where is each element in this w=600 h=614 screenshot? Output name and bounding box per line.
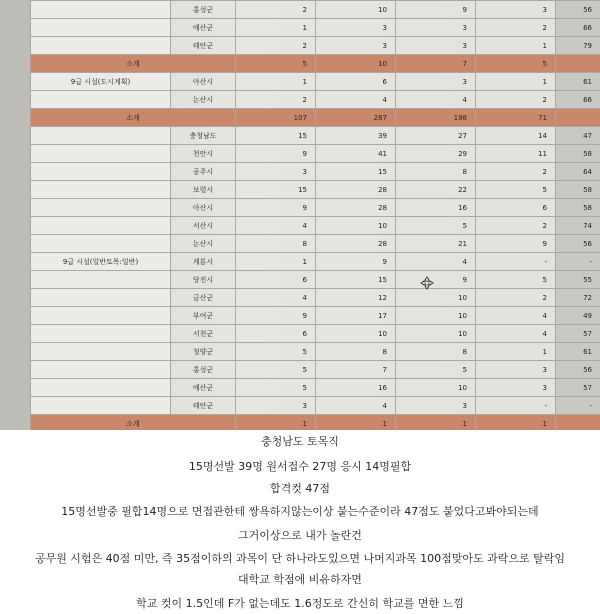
category-cell xyxy=(31,19,171,37)
cutoff-cell: - xyxy=(556,397,600,415)
positions-cell: 4 xyxy=(236,217,316,235)
examinees-cell: 9 xyxy=(396,1,476,19)
category-cell xyxy=(31,379,171,397)
post-caption xyxy=(0,430,600,614)
table-row xyxy=(31,199,600,217)
caption-line: 15명선발 39명 원서접수 27명 응시 14명필합 xyxy=(188,460,412,473)
table-row xyxy=(31,343,600,361)
table-row xyxy=(31,163,600,181)
passers-cell: 4 xyxy=(476,325,556,343)
cutoff-cell: 57 xyxy=(556,379,600,397)
positions-cell: 1 xyxy=(236,415,316,431)
applicants-cell: 28 xyxy=(316,235,396,253)
table-row xyxy=(31,235,600,253)
region-cell: 당진시 xyxy=(171,271,236,289)
passers-cell: - xyxy=(476,397,556,415)
positions-cell: 9 xyxy=(236,307,316,325)
applicants-cell: 3 xyxy=(316,37,396,55)
cutoff-cell xyxy=(556,55,600,73)
category-cell xyxy=(31,1,171,19)
positions-cell: 3 xyxy=(236,163,316,181)
applicants-cell: 15 xyxy=(316,271,396,289)
passers-cell: 1 xyxy=(476,343,556,361)
caption-line: 그거이상으로 내가 놀란건 xyxy=(238,529,362,542)
applicants-cell: 10 xyxy=(316,325,396,343)
passers-cell: 1 xyxy=(476,37,556,55)
passers-cell: 3 xyxy=(476,1,556,19)
category-cell xyxy=(31,217,171,235)
region-cell: 공주시 xyxy=(171,163,236,181)
passers-cell: 71 xyxy=(476,109,556,127)
positions-cell: 9 xyxy=(236,145,316,163)
region-cell: 천안시 xyxy=(171,145,236,163)
examinees-cell: 10 xyxy=(396,379,476,397)
region-cell: 예산군 xyxy=(171,379,236,397)
applicants-cell: 41 xyxy=(316,145,396,163)
passers-cell: 5 xyxy=(476,181,556,199)
positions-cell: 3 xyxy=(236,397,316,415)
passers-cell: 2 xyxy=(476,91,556,109)
table-row xyxy=(31,127,600,145)
cutoff-cell: 74 xyxy=(556,217,600,235)
positions-cell: 1 xyxy=(236,73,316,91)
positions-cell: 15 xyxy=(236,181,316,199)
cutoff-cell: 57 xyxy=(556,325,600,343)
caption-line: 대학교 학점에 비유하자면 xyxy=(238,573,362,586)
cutoff-cell: 56 xyxy=(556,1,600,19)
category-cell xyxy=(31,325,171,343)
applicants-cell: 10 xyxy=(316,55,396,73)
cutoff-cell: 58 xyxy=(556,199,600,217)
examinees-cell: 8 xyxy=(396,343,476,361)
region-cell: 서산시 xyxy=(171,217,236,235)
subtotal-row xyxy=(31,415,600,431)
region-cell: 아산시 xyxy=(171,199,236,217)
region-cell: 홍성군 xyxy=(171,1,236,19)
applicants-cell: 3 xyxy=(316,19,396,37)
applicants-cell: 9 xyxy=(316,253,396,271)
examinees-cell: 1 xyxy=(396,415,476,431)
table-row xyxy=(31,253,600,271)
applicants-cell: 287 xyxy=(316,109,396,127)
examinees-cell: 3 xyxy=(396,19,476,37)
cutoff-cell: 55 xyxy=(556,271,600,289)
table-row xyxy=(31,397,600,415)
table-row xyxy=(31,217,600,235)
category-cell xyxy=(31,289,171,307)
category-cell xyxy=(31,343,171,361)
positions-cell: 4 xyxy=(236,289,316,307)
examinees-cell: 3 xyxy=(396,73,476,91)
examinees-cell: 16 xyxy=(396,199,476,217)
examinees-cell: 4 xyxy=(396,253,476,271)
positions-cell: 5 xyxy=(236,55,316,73)
category-cell xyxy=(31,361,171,379)
examinees-cell: 3 xyxy=(396,37,476,55)
examinees-cell: 3 xyxy=(396,397,476,415)
table-row xyxy=(31,361,600,379)
positions-cell: 5 xyxy=(236,379,316,397)
applicants-cell: 28 xyxy=(316,199,396,217)
examinees-cell: 27 xyxy=(396,127,476,145)
region-cell: 부여군 xyxy=(171,307,236,325)
subtotal-row xyxy=(31,109,600,127)
applicants-cell: 7 xyxy=(316,361,396,379)
examinees-cell: 29 xyxy=(396,145,476,163)
positions-cell: 2 xyxy=(236,37,316,55)
applicants-cell: 8 xyxy=(316,343,396,361)
examinees-cell: 5 xyxy=(396,361,476,379)
examinees-cell: 4 xyxy=(396,91,476,109)
table-row xyxy=(31,73,600,91)
cutoff-cell xyxy=(556,415,600,431)
passers-cell: 3 xyxy=(476,379,556,397)
category-cell xyxy=(31,307,171,325)
category-cell xyxy=(31,163,171,181)
table-row xyxy=(31,91,600,109)
applicants-cell: 10 xyxy=(316,1,396,19)
cutoff-cell: 79 xyxy=(556,37,600,55)
category-cell xyxy=(31,235,171,253)
applicants-cell: 15 xyxy=(316,163,396,181)
cutoff-cell: 58 xyxy=(556,181,600,199)
cutoff-cell: 56 xyxy=(556,235,600,253)
applicants-cell: 17 xyxy=(316,307,396,325)
subtotal-label: 소계 xyxy=(31,415,236,431)
cutoff-cell: - xyxy=(556,253,600,271)
category-cell: 9급 시설(도시계획) xyxy=(31,73,171,91)
table-row xyxy=(31,271,600,289)
passers-cell: 5 xyxy=(476,55,556,73)
cutoff-cell: 61 xyxy=(556,73,600,91)
region-cell: 예산군 xyxy=(171,19,236,37)
cutoff-cell: 58 xyxy=(556,145,600,163)
category-cell xyxy=(31,397,171,415)
region-cell: 태안군 xyxy=(171,37,236,55)
applicants-cell: 6 xyxy=(316,73,396,91)
category-cell xyxy=(31,37,171,55)
table-row xyxy=(31,37,600,55)
caption-line: 합격컷 47점 xyxy=(270,482,330,495)
examinees-cell: 198 xyxy=(396,109,476,127)
passers-cell: 6 xyxy=(476,199,556,217)
positions-cell: 1 xyxy=(236,253,316,271)
region-cell: 홍성군 xyxy=(171,361,236,379)
positions-cell: 107 xyxy=(236,109,316,127)
positions-cell: 2 xyxy=(236,1,316,19)
examinees-cell: 10 xyxy=(396,307,476,325)
table-row xyxy=(31,307,600,325)
table-row xyxy=(31,19,600,37)
passers-cell: 1 xyxy=(476,73,556,91)
cutoff-cell: 47 xyxy=(556,127,600,145)
region-cell: 서천군 xyxy=(171,325,236,343)
positions-cell: 6 xyxy=(236,325,316,343)
category-cell xyxy=(31,127,171,145)
category-cell: 9급 시설(일반토목:일반) xyxy=(31,253,171,271)
passers-cell: 2 xyxy=(476,19,556,37)
positions-cell: 5 xyxy=(236,343,316,361)
examinees-cell: 5 xyxy=(396,217,476,235)
applicants-cell: 10 xyxy=(316,217,396,235)
category-cell xyxy=(31,181,171,199)
passers-cell: 4 xyxy=(476,307,556,325)
positions-cell: 9 xyxy=(236,199,316,217)
cutoff-cell: 64 xyxy=(556,163,600,181)
positions-cell: 8 xyxy=(236,235,316,253)
table-row xyxy=(31,181,600,199)
positions-cell: 6 xyxy=(236,271,316,289)
applicants-cell: 4 xyxy=(316,91,396,109)
cutoff-cell: 61 xyxy=(556,343,600,361)
examinees-cell: 10 xyxy=(396,289,476,307)
category-cell xyxy=(31,145,171,163)
region-cell: 보령시 xyxy=(171,181,236,199)
caption-line: 학교 컷이 1.5인데 F가 없는데도 1.6정도로 간신히 학교를 면한 느낌 xyxy=(136,597,464,610)
region-cell: 금산군 xyxy=(171,289,236,307)
applicants-cell: 12 xyxy=(316,289,396,307)
examinees-cell: 21 xyxy=(396,235,476,253)
applicants-cell: 16 xyxy=(316,379,396,397)
category-cell xyxy=(31,199,171,217)
region-cell: 논산시 xyxy=(171,235,236,253)
move-cursor-icon xyxy=(420,276,434,290)
passers-cell: 14 xyxy=(476,127,556,145)
region-cell: 충청남도 xyxy=(171,127,236,145)
recruitment-table xyxy=(30,0,600,430)
table-row xyxy=(31,289,600,307)
applicants-cell: 28 xyxy=(316,181,396,199)
caption-line: 15명선발중 필합14명으로 면접관한테 쌍욕하지않는이상 붙는수준이라 47점도 붙었다고봐야되는데 xyxy=(61,505,539,518)
table-row xyxy=(31,379,600,397)
region-cell: 태안군 xyxy=(171,397,236,415)
examinees-cell: 7 xyxy=(396,55,476,73)
subtotal-row xyxy=(31,55,600,73)
passers-cell: 2 xyxy=(476,217,556,235)
subtotal-label: 소계 xyxy=(31,109,236,127)
cutoff-cell xyxy=(556,109,600,127)
caption-line: 공무원 시험은 40점 미만, 즉 35점이하의 과목이 단 하나라도있으면 나머지과목 100점맞아도 과락으로 탈락임 xyxy=(34,552,566,565)
cutoff-cell: 66 xyxy=(556,91,600,109)
passers-cell: 2 xyxy=(476,163,556,181)
positions-cell: 2 xyxy=(236,91,316,109)
applicants-cell: 39 xyxy=(316,127,396,145)
photo-edge xyxy=(0,0,30,430)
passers-cell: 3 xyxy=(476,361,556,379)
region-cell: 아산시 xyxy=(171,73,236,91)
examinees-cell: 10 xyxy=(396,325,476,343)
passers-cell: 2 xyxy=(476,289,556,307)
passers-cell: 9 xyxy=(476,235,556,253)
table-row xyxy=(31,325,600,343)
passers-cell: - xyxy=(476,253,556,271)
positions-cell: 5 xyxy=(236,361,316,379)
cutoff-cell: 49 xyxy=(556,307,600,325)
table-row xyxy=(31,1,600,19)
examinees-cell: 8 xyxy=(396,163,476,181)
passers-cell: 11 xyxy=(476,145,556,163)
region-cell: 계룡시 xyxy=(171,253,236,271)
passers-cell: 5 xyxy=(476,271,556,289)
caption-line: 충청남도 토목직 xyxy=(261,435,339,448)
passers-cell: 1 xyxy=(476,415,556,431)
cutoff-cell: 66 xyxy=(556,19,600,37)
positions-cell: 1 xyxy=(236,19,316,37)
category-cell xyxy=(31,91,171,109)
region-cell: 논산시 xyxy=(171,91,236,109)
applicants-cell: 4 xyxy=(316,397,396,415)
examinees-cell: 22 xyxy=(396,181,476,199)
region-cell: 청양군 xyxy=(171,343,236,361)
positions-cell: 15 xyxy=(236,127,316,145)
examinees-cell: 9 xyxy=(396,271,476,289)
applicants-cell: 1 xyxy=(316,415,396,431)
table-row xyxy=(31,145,600,163)
cutoff-cell: 56 xyxy=(556,361,600,379)
subtotal-label: 소계 xyxy=(31,55,236,73)
cutoff-cell: 72 xyxy=(556,289,600,307)
category-cell xyxy=(31,271,171,289)
